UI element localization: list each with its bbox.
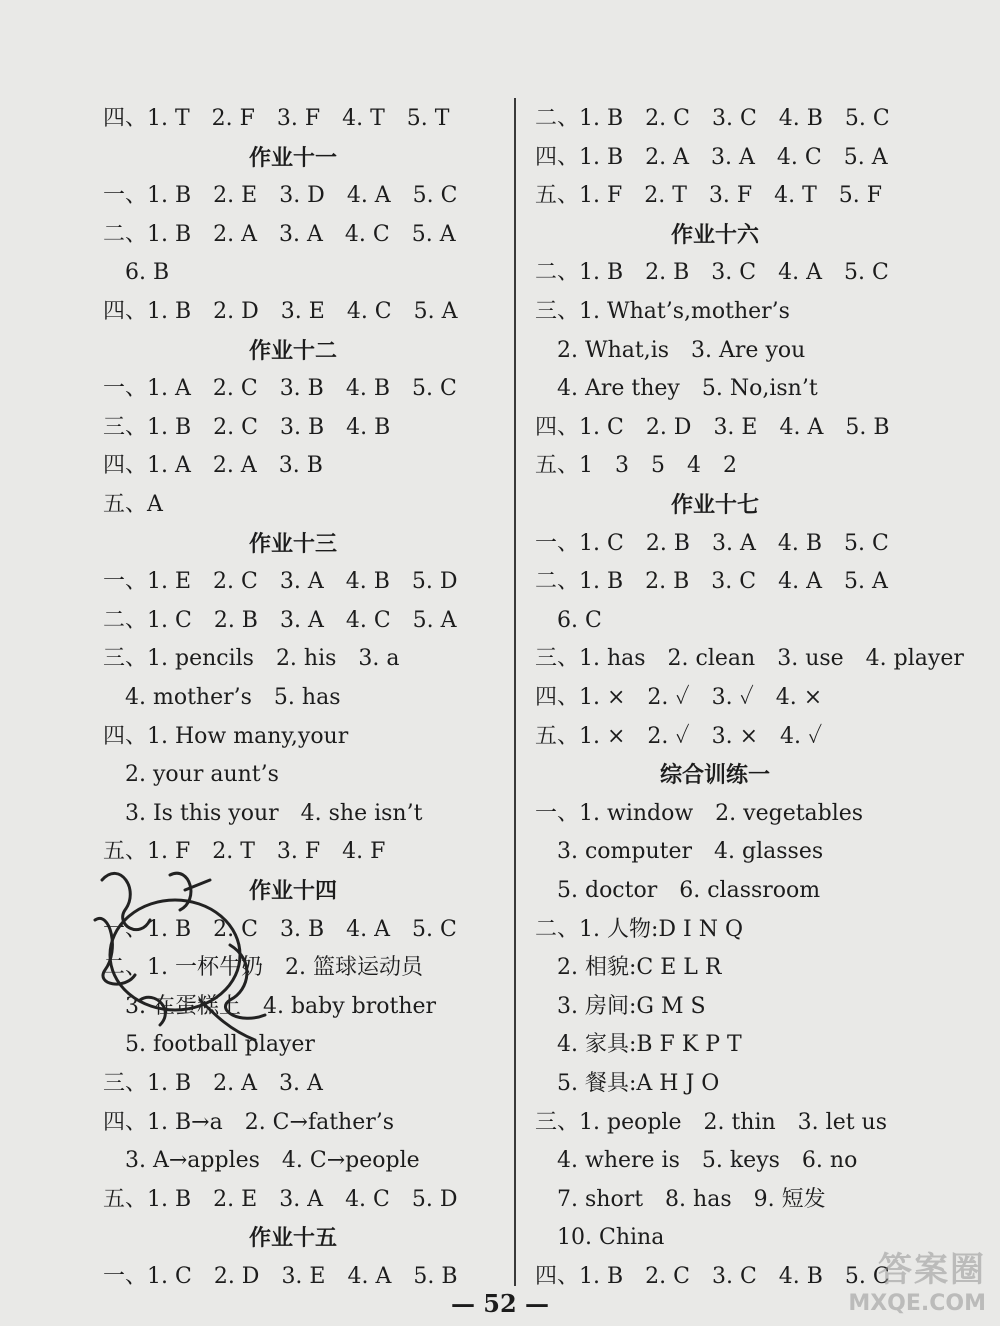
answer-line: 4. 家具:B F K P T <box>535 1032 742 1058</box>
answer-line: 四、1. B→a 2. C→father’s <box>103 1109 395 1135</box>
answer-line: 三、1. people 2. thin 3. let us <box>535 1109 888 1135</box>
answer-line: 四、1. C 2. D 3. E 4. A 5. B <box>535 414 890 440</box>
answer-line: 五、1. F 2. T 3. F 4. T 5. F <box>535 183 883 209</box>
column-divider <box>514 98 516 1286</box>
section-heading: 作业十三 <box>248 530 337 557</box>
answer-line: 3. A→apples 4. C→people <box>103 1148 420 1174</box>
answer-line: 一、1. window 2. vegetables <box>535 800 864 826</box>
answer-line: 一、1. B 2. E 3. D 4. A 5. C <box>103 183 458 209</box>
answer-line: 2. What,is 3. Are you <box>535 337 806 363</box>
answer-line: 二、1. C 2. B 3. A 4. C 5. A <box>103 607 457 633</box>
answer-line: 三、1. B 2. C 3. B 4. B <box>103 414 391 440</box>
page-number: — 52 — <box>450 1289 550 1318</box>
answer-line: 二、1. B 2. B 3. C 4. A 5. C <box>535 260 889 286</box>
answer-line: 五、1. F 2. T 3. F 4. F <box>103 839 386 865</box>
answer-line: 四、1. B 2. D 3. E 4. C 5. A <box>103 299 458 324</box>
section-heading: 作业十五 <box>248 1225 337 1252</box>
answer-line: 一、1. B 2. C 3. B 4. A 5. C <box>103 916 457 942</box>
answer-line: 四、1. A 2. A 3. B <box>103 453 323 479</box>
answer-line: 2. 相貌:C E L R <box>535 955 722 981</box>
answer-line: 二、1. B 2. A 3. A 4. C 5. A <box>103 221 456 247</box>
answer-line: 五、A <box>103 492 163 517</box>
answer-line: 5. football player <box>103 1032 315 1058</box>
answer-line: 二、1. 人物:D I N Q <box>535 916 743 942</box>
answer-line: 三、1. What’s,mother’s <box>535 299 790 324</box>
watermark-logo: 答案圈 <box>878 1250 986 1290</box>
answer-line: 4. where is 5. keys 6. no <box>535 1148 858 1174</box>
answer-line: 四、1. × 2. ✓ 3. ✓ 4. × <box>535 685 823 710</box>
answer-line: 五、1. B 2. E 3. A 4. C 5. D <box>103 1186 458 1212</box>
answer-line: 一、1. C 2. D 3. E 4. A 5. B <box>103 1264 458 1289</box>
answer-line: 5. 餐具:A H J O <box>535 1071 720 1096</box>
answer-line: 一、1. E 2. C 3. A 4. B 5. D <box>103 569 458 595</box>
section-heading: 作业十二 <box>248 337 337 364</box>
section-heading: 综合训练一 <box>659 762 770 789</box>
answer-line: 四、1. How many,your <box>103 723 349 749</box>
answer-line: 五、1. × 2. ✓ 3. × 4. ✓ <box>535 723 823 749</box>
answer-line: 一、1. A 2. C 3. B 4. B 5. C <box>103 376 457 402</box>
answer-line: 4. mother’s 5. has <box>103 685 341 710</box>
answer-line: 二、1. 一杯牛奶 2. 篮球运动员 <box>103 955 423 981</box>
answer-line: 2. your aunt’s <box>103 762 279 788</box>
answer-line: 四、1. T 2. F 3. F 4. T 5. T <box>103 106 450 131</box>
answer-line: 四、1. B 2. A 3. A 4. C 5. A <box>535 144 888 170</box>
answer-line: 三、1. B 2. A 3. A <box>103 1071 323 1096</box>
answer-line: 一、1. C 2. B 3. A 4. B 5. C <box>535 530 889 556</box>
section-heading: 作业十一 <box>248 144 337 171</box>
answer-line: 5. doctor 6. classroom <box>535 878 821 903</box>
answer-line: 三、1. has 2. clean 3. use 4. player <box>535 646 964 672</box>
answer-line: 3. Is this your 4. she isn’t <box>103 800 423 826</box>
answer-line: 10. China <box>535 1225 665 1251</box>
answer-line: 四、1. B 2. C 3. C 4. B 5. C <box>535 1264 890 1289</box>
answer-line: 3. 在蛋糕上 4. baby brother <box>103 993 437 1019</box>
answer-line: 7. short 8. has 9. 短发 <box>535 1186 826 1212</box>
section-heading: 作业十六 <box>670 221 759 248</box>
answer-line: 三、1. pencils 2. his 3. a <box>103 646 400 672</box>
watermark-url: MXQE.COM <box>848 1291 986 1316</box>
answer-line: 3. 房间:G M S <box>535 993 706 1019</box>
answer-line: 6. B <box>103 260 170 286</box>
section-heading: 作业十四 <box>248 878 337 904</box>
answer-line: 五、1 3 5 4 2 <box>535 453 737 479</box>
answer-line: 二、1. B 2. B 3. C 4. A 5. A <box>535 569 888 595</box>
answer-line: 6. C <box>535 607 602 633</box>
answer-line: 4. Are they 5. No,isn’t <box>535 376 818 402</box>
answer-line: 二、1. B 2. C 3. C 4. B 5. C <box>535 106 890 131</box>
answer-line: 3. computer 4. glasses <box>535 839 824 865</box>
section-heading: 作业十七 <box>670 492 759 518</box>
